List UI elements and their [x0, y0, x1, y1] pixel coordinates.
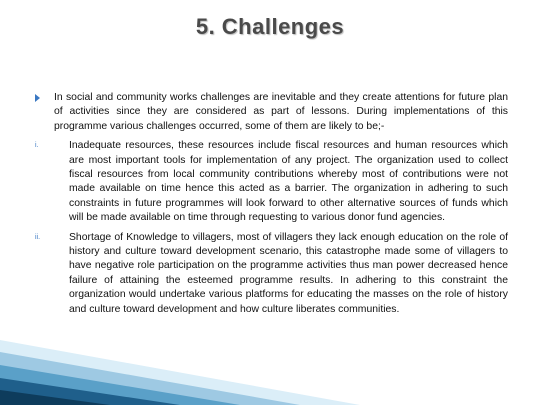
list-marker: ii.: [35, 233, 41, 241]
arrow-bullet-icon: [35, 94, 40, 102]
intro-paragraph: [35, 91, 508, 134]
slide-body: [35, 91, 508, 322]
list-marker: i.: [35, 142, 39, 150]
list-item-text: Inadequate resources, these resources include fiscal resources and human resources which are most important tools for implementation of any project. The organization used to collect fiscal resources from local community contributions whereby most of contributions were not made available on time hence this acted as a barrier. The organization in adhering to such constraints in future programmes will look forward to other alternative sources of funds which will be made available on time through requesting to various donor fund agencies.: [69, 140, 508, 224]
list-item: [35, 139, 508, 225]
corner-wave-decoration: [0, 330, 360, 405]
list-item-text: Shortage of Knowledge to villagers, most of villagers they lack enough education on the role of history and culture toward development scenario, this catastrophe made some of villagers to have negative role participation on the programme activities thus man power decreased hence failure of attaining the esteemed programme results. In adhering to this constraint the organization would undertake various platforms for educating the masses on the role of history and culture toward development and how culture liberates communities.: [69, 231, 508, 315]
slide-title: 5. Challenges: [195, 14, 345, 39]
list-item: [35, 231, 508, 317]
intro-text: In social and community works challenges are inevitable and they create attentions for future plan of activities since they are considered as part of lessons. During implementations of this programme various challenges occurred, some of them are likely to be;-: [54, 92, 508, 132]
